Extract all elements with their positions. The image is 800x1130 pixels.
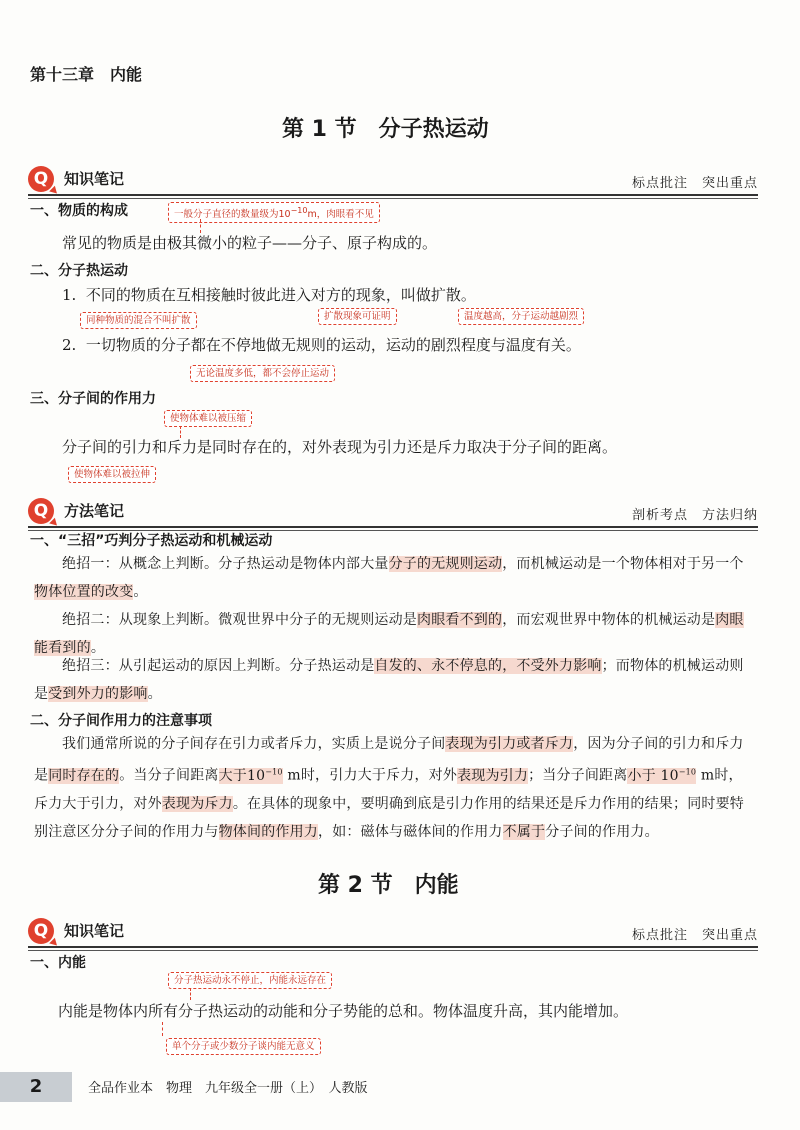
list-text: 一切物质的分子都在不停地做无规则的运动，运动的剧烈程度与温度有关。 <box>85 336 581 354</box>
text-run: 。 <box>147 686 162 702</box>
section-2-title: 第 2 节 内能 <box>318 873 459 898</box>
q-badge-icon: Q <box>28 498 54 524</box>
highlight: 分子的无规则运动 <box>388 556 503 572</box>
list-item-2 <box>62 334 581 355</box>
annotation-temperature: 温度越高，分子运动越剧烈 <box>458 308 584 325</box>
banner-subtitle: 剖析考点 方法归纳 <box>631 508 758 523</box>
text-run: ，如：磁体与磁体间的作用力 <box>318 823 503 840</box>
highlight: 表现为斥力 <box>161 795 233 812</box>
banner-subtitle: 标点批注 突出重点 <box>631 176 758 191</box>
list-number: 1. <box>62 286 77 304</box>
highlight <box>219 768 283 784</box>
highlight: 受到外力的影响 <box>48 686 148 702</box>
exponent: −10 <box>678 767 697 776</box>
text-run: 时，引力大于斥力，对外 <box>300 767 458 784</box>
text-run: 我们通常所说的分子间存在引力或者斥力，实质上是说分子间 <box>62 736 446 752</box>
paragraph-trick-1 <box>34 550 752 606</box>
annotation-same-substance: 同种物质的混合不叫扩散 <box>80 312 197 329</box>
heading-intermolecular-force: 三、分子间的作用力 <box>30 391 156 407</box>
unit: m <box>282 767 301 784</box>
heading-matter-composition: 一、物质的构成 <box>30 203 128 219</box>
annotation-never-stops: 无论温度多低，都不会停止运动 <box>190 365 335 382</box>
banner-rule-thin <box>28 950 758 951</box>
text-run: ；而物体的机械运动则是 <box>34 658 744 702</box>
banner-title: 知识笔记 <box>64 922 125 940</box>
highlight: 物体位置的改变 <box>34 584 134 600</box>
annotation-compress: 使物体难以被压缩 <box>164 410 252 427</box>
text-run: 。当分子间距离 <box>119 767 219 784</box>
highlight: 自发的、永不停息的，不受外力影响 <box>374 658 602 674</box>
list-item-1 <box>62 284 476 305</box>
banner-title: 知识笔记 <box>64 170 125 188</box>
heading-force-notes: 二、分子间作用力的注意事项 <box>30 713 212 729</box>
heading-thermal-motion: 二、分子热运动 <box>30 263 128 279</box>
banner-title: 方法笔记 <box>64 502 125 520</box>
knowledge-notes-banner <box>28 166 758 192</box>
list-text: 不同的物质在互相接触时彼此进入对方的现象，叫做扩散。 <box>85 286 476 304</box>
banner-rule <box>28 946 758 948</box>
paragraph-force-notes <box>34 730 752 846</box>
banner-rule-thin <box>28 198 758 199</box>
banner-subtitle: 标点批注 突出重点 <box>631 928 758 943</box>
annotation-stretch: 使物体难以被拉伸 <box>68 466 156 483</box>
highlight-text: 小于 10 <box>627 767 679 784</box>
method-notes-banner <box>28 498 758 524</box>
q-badge-icon: Q <box>28 918 54 944</box>
highlight: 肉眼看不到的 <box>417 612 503 628</box>
q-badge-icon: Q <box>28 166 54 192</box>
text-run: 。 <box>90 640 106 656</box>
paragraph-trick-3 <box>34 652 752 708</box>
highlight-text: 大于10 <box>218 767 266 784</box>
annotation-connector <box>162 1022 163 1036</box>
text-run: 。在具体的现象中，要明确到底是引力作用的结果还是斥力作用的结果；同时要特别注意区分分子间的作用力与 <box>34 795 745 840</box>
chapter-title: 第十三章 内能 <box>30 65 143 84</box>
text-run: 分子间的作用力。 <box>545 823 659 840</box>
paragraph-matter: 常见的物质是由极其微小的粒子——分子、原子构成的。 <box>62 234 438 252</box>
highlight: 同时存在的 <box>48 767 120 784</box>
highlight: 物体间的作用力 <box>218 823 319 840</box>
annotation-text: 一般分子直径的数量级为10 <box>174 209 291 221</box>
paragraph-internal-energy: 内能是物体内所有分子热运动的动能和分子势能的总和。物体温度升高，其内能增加。 <box>58 1002 629 1020</box>
text-run: ，而机械运动是一个物体相对于另一个 <box>502 556 744 572</box>
text-run: ，而宏观世界中物体的机械运动是 <box>502 612 716 628</box>
annotation-connector <box>200 219 201 233</box>
exponent: −10 <box>265 767 283 776</box>
highlight: 肉眼能看到的 <box>34 612 744 656</box>
text-run: 绝招二：从现象上判断。微观世界中分子的无规则运动是 <box>62 612 417 628</box>
annotation-single-molecule: 单个分子或少数分子谈内能无意义 <box>166 1038 321 1055</box>
paragraph-force: 分子间的引力和斥力是同时存在的，对外表现为引力还是斥力取决于分子间的距离。 <box>62 438 618 456</box>
footer-book-info: 全品作业本 物理 九年级全一册（上） 人教版 <box>88 1081 368 1096</box>
page-number: 2 <box>0 1072 72 1102</box>
text-run: 绝招一：从概念上判断。分子热运动是物体内部大量 <box>62 556 389 572</box>
unit: m <box>696 767 715 784</box>
highlight: 不属于 <box>502 823 546 840</box>
annotation-provable: 扩散现象可证明 <box>318 308 397 325</box>
highlight: 表现为引力 <box>457 767 529 784</box>
knowledge-notes-banner-2 <box>28 918 758 944</box>
text-run: ，因为分子间的引力和斥力是 <box>34 736 744 784</box>
annotation-connector <box>190 988 191 1000</box>
heading-three-tricks: 一、“三招”巧判分子热运动和机械运动 <box>30 533 273 549</box>
annotation-exponent: −10 <box>290 206 308 215</box>
annotation-forever: 分子热运动永不停止，内能永远存在 <box>168 972 332 989</box>
banner-rule <box>28 194 758 196</box>
text-run: 绝招三：从引起运动的原因上判断。分子热运动是 <box>62 658 375 674</box>
text-run: ；当分子间距离 <box>528 767 628 784</box>
text-run: 时，斥力大于引力，对外 <box>34 767 743 812</box>
section-1-title: 第 1 节 分子热运动 <box>282 117 489 142</box>
text-run: 。 <box>133 584 148 600</box>
list-number: 2. <box>62 336 77 354</box>
heading-internal-energy: 一、内能 <box>30 955 86 971</box>
highlight: 表现为引力或者斥力 <box>445 736 574 752</box>
annotation-text: m，肉眼看不见 <box>307 209 374 221</box>
banner-rule <box>28 526 758 528</box>
highlight <box>627 768 696 784</box>
